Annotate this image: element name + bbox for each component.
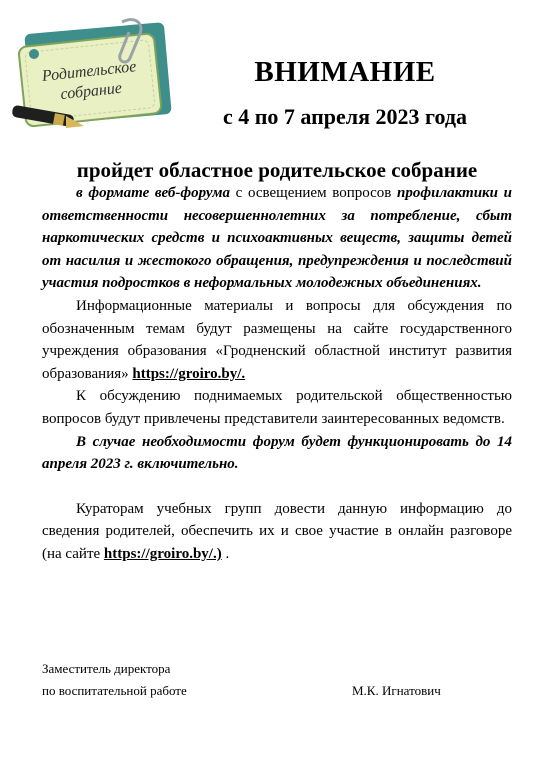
paragraph-participants: К обсуждению поднимаемых родительской общественностью вопросов будут привлечены представители заинтересованных ведомств. (42, 388, 512, 427)
signature-position-line1: Заместитель директора (42, 661, 171, 676)
lead-heading: пройдет областное родительское собрание (76, 158, 478, 182)
paragraph-materials (42, 295, 512, 385)
ornament-icon (29, 49, 39, 59)
spacer (42, 476, 512, 498)
parent-meeting-logo (10, 14, 178, 139)
paragraph-curators (42, 498, 512, 566)
groiro-link-2[interactable]: https://groiro.by/.) (103, 545, 222, 562)
document-body (42, 182, 512, 566)
signature-name: М.К. Игнатович (352, 683, 441, 698)
format-emphasis: в формате веб-форума (76, 185, 230, 201)
format-text: с освещением вопросов (229, 185, 398, 201)
page-title: ВНИМАНИЕ (254, 56, 436, 88)
curators-tail: . (221, 545, 230, 562)
event-dates: с 4 по 7 апреля 2023 года (222, 104, 467, 129)
logo-text-line2: собрание (59, 79, 123, 104)
materials-text: Информационные материалы и вопросы для обсуждения по обозначенным темам будут размещены на сайте государственного учреждения образования «Гродненский областной институт развития образования» (42, 297, 512, 382)
paragraph-format (42, 182, 512, 295)
groiro-link[interactable]: https://groiro.by/. (132, 365, 246, 382)
signature-position-line2: по воспитательной работе (42, 683, 187, 698)
paragraph-extension: В случае необходимости форум будет функционировать до 14 апреля 2023 г. включительно. (42, 433, 512, 473)
logo-text-line1: Родительское (41, 58, 138, 85)
signature-block (42, 658, 512, 702)
topics-emphasis: профилактики и ответственности несовершеннолетних за потребление, сбыт наркотических средств и психоактивных веществ, защиты детей от насилия и жестокого обращения, предупреждения и последствий участия подростков в неформальных молодежных объединениях. (42, 185, 512, 292)
curators-text: Кураторам учебных групп довести данную информацию до сведения родителей, обеспечить их и свое участие в онлайн разговоре (на сайте (42, 500, 512, 562)
